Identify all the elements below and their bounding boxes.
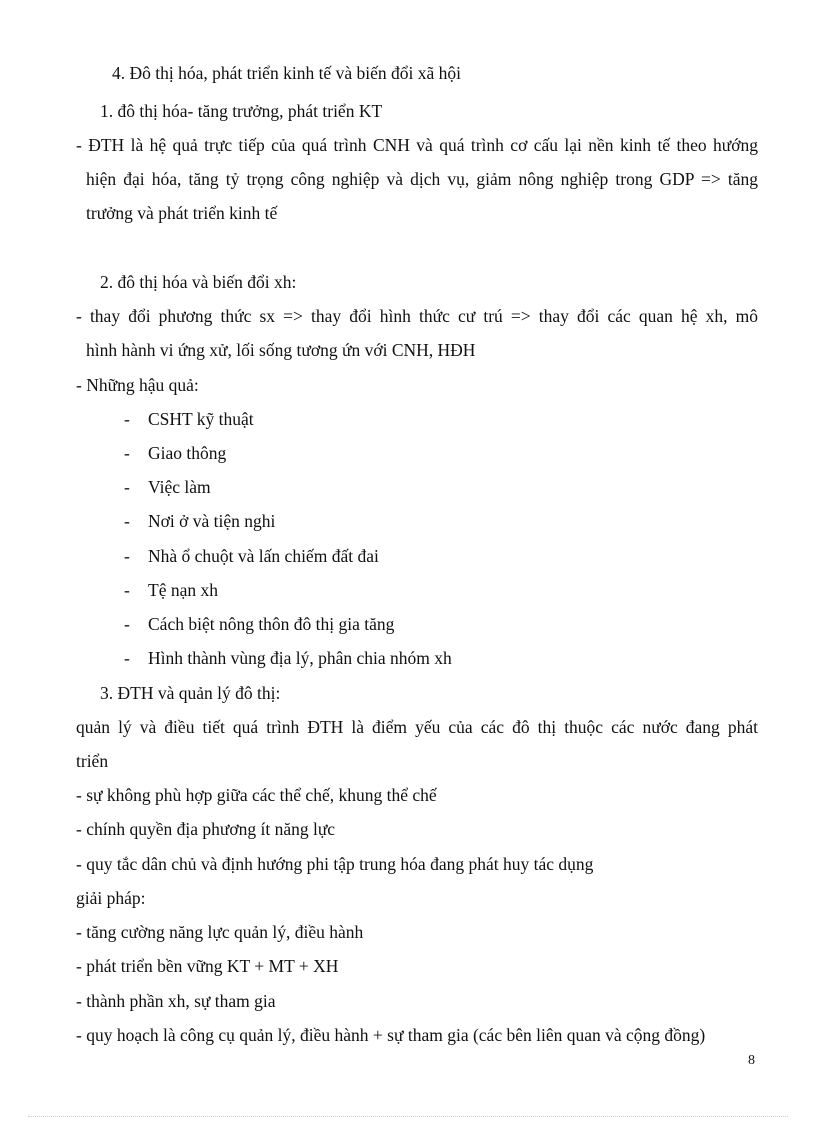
- list-item: [124, 613, 394, 635]
- list-item: [124, 408, 254, 430]
- paragraph-line: - Những hậu quả:: [76, 375, 199, 395]
- heading-section-3: 3. ĐTH và quản lý đô thị:: [100, 683, 281, 703]
- heading-section-2: 2. đô thị hóa và biến đổi xh:: [100, 272, 297, 292]
- list-item-text: Tệ nạn xh: [148, 580, 218, 600]
- bullet-dash: -: [124, 511, 130, 531]
- bullet-dash: -: [124, 614, 130, 634]
- paragraph-line: - sự không phù hợp giữa các thể chế, khung thể chế: [76, 785, 437, 805]
- list-item-text: Cách biệt nông thôn đô thị gia tăng: [148, 614, 395, 634]
- list-item: [124, 647, 452, 669]
- bullet-dash: -: [124, 546, 130, 566]
- paragraph-line: hiện đại hóa, tăng tỷ trọng công nghiệp và dịch vụ, giảm nông nghiệp trong GDP => tăng: [86, 169, 758, 189]
- list-item-text: Hình thành vùng địa lý, phân chia nhóm xh: [148, 648, 452, 668]
- bullet-dash: -: [124, 409, 130, 429]
- bullet-dash: -: [124, 477, 130, 497]
- bullet-dash: -: [124, 443, 130, 463]
- paragraph-line: - chính quyền địa phương ít năng lực: [76, 819, 336, 839]
- list-item: [124, 442, 226, 464]
- paragraph-line: - quy tắc dân chủ và định hướng phi tập trung hóa đang phát huy tác dụng: [76, 854, 594, 874]
- list-item-text: Nơi ở và tiện nghi: [148, 511, 276, 531]
- list-item: [124, 476, 211, 498]
- solution-item: - tăng cường năng lực quản lý, điều hành: [76, 922, 364, 942]
- paragraph-line: quản lý và điều tiết quá trình ĐTH là điểm yếu của các đô thị thuộc các nước đang phát: [76, 717, 758, 737]
- heading-section-1: 1. đô thị hóa- tăng trưởng, phát triển KT: [100, 101, 383, 121]
- solution-item: - quy hoạch là công cụ quản lý, điều hành + sự tham gia (các bên liên quan và cộng đồng): [76, 1025, 706, 1045]
- solution-item: - thành phần xh, sự tham gia: [76, 991, 276, 1011]
- solution-item: - phát triển bền vững KT + MT + XH: [76, 956, 339, 976]
- list-item: [124, 545, 379, 567]
- page-number: 8: [748, 1053, 755, 1068]
- paragraph-line: - thay đổi phương thức sx => thay đổi hình thức cư trú => thay đổi các quan hệ xh, mô: [76, 306, 758, 326]
- list-item-text: Giao thông: [148, 443, 227, 463]
- bullet-dash: -: [124, 648, 130, 668]
- paragraph-line: triển: [76, 751, 109, 771]
- bullet-dash: -: [124, 580, 130, 600]
- list-item: [124, 579, 218, 601]
- paragraph-line: trưởng và phát triển kinh tế: [86, 203, 278, 223]
- heading-section-4: 4. Đô thị hóa, phát triển kinh tế và biến đổi xã hội: [112, 63, 461, 83]
- list-item-text: CSHT kỹ thuật: [148, 409, 254, 429]
- page-bottom-divider: [28, 1116, 788, 1117]
- list-item: [124, 510, 275, 532]
- list-item-text: Nhà ổ chuột và lấn chiếm đất đai: [148, 546, 379, 566]
- list-item-text: Việc làm: [148, 477, 211, 497]
- paragraph-line: - ĐTH là hệ quả trực tiếp của quá trình CNH và quá trình cơ cấu lại nền kinh tế theo hướng: [76, 135, 758, 155]
- solutions-label: giải pháp:: [76, 888, 146, 908]
- paragraph-line: hình hành vi ứng xử, lối sống tương ứn với CNH, HĐH: [86, 340, 476, 360]
